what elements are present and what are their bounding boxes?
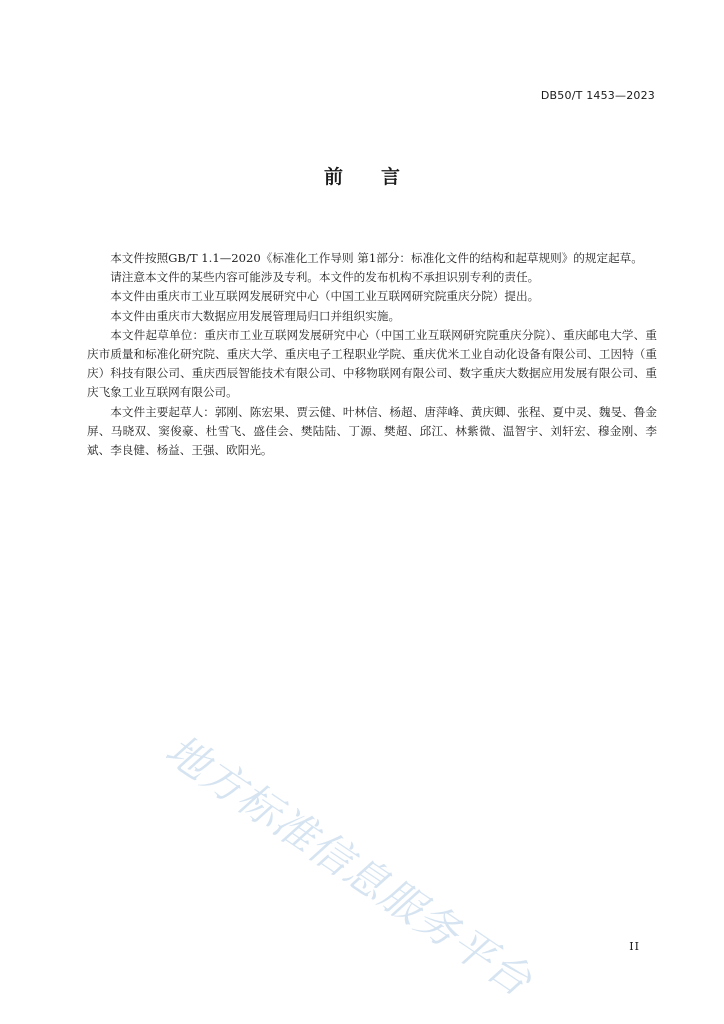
paragraph-administrator: 本文件由重庆市大数据应用发展管理局归口并组织实施。 [110,308,401,323]
paragraph-drafting-units: 本文件起草单位：重庆市工业互联网发展研究中心（中国工业互联网研究院重庆分院）、重庆邮电大学、重庆市质量和标准化研究院、重庆大学、重庆电子工程职业学院、重庆优米工业自动化设备有限公司、工因特（重庆）科技有限公司、重庆西辰智能技术有限公司、中移物联网有限公司、数字重庆大数据应用发展有限公司、重庆飞象工业互联网有限公司。 [87,327,657,400]
title-char-1: 前 [323,166,343,188]
page-title [0,162,724,189]
foreword-body [87,249,657,460]
standard-code: DB50/T 1453—2023 [540,89,655,102]
paragraph-drafting-rules: 本文件按照GB/T 1.1—2020《标准化工作导则 第1部分：标准化文件的结构和起草规则》的规定起草。 [110,251,643,265]
paragraph-proposer: 本文件由重庆市工业互联网发展研究中心（中国工业互联网研究院重庆分院）提出。 [110,289,540,304]
paragraph-patent-notice: 请注意本文件的某些内容可能涉及专利。本文件的发布机构不承担识别专利的责任。 [110,270,540,285]
paragraph-drafters: 本文件主要起草人：郭刚、陈宏果、贾云健、叶林信、杨超、唐萍峰、黄庆卿、张程、夏中灵、魏旻、鲁金屏、马晓双、窦俊豪、杜雪飞、盛佳会、樊陆陆、丁源、樊超、邱江、林紫微、温智宇、刘轩宏、穆金刚、李斌、李良健、杨益、王强、欧阳光。 [87,404,657,458]
title-char-2: 言 [381,166,401,188]
page-number: II [629,940,640,953]
watermark: 地方标准信息服务平台 [156,724,541,1006]
